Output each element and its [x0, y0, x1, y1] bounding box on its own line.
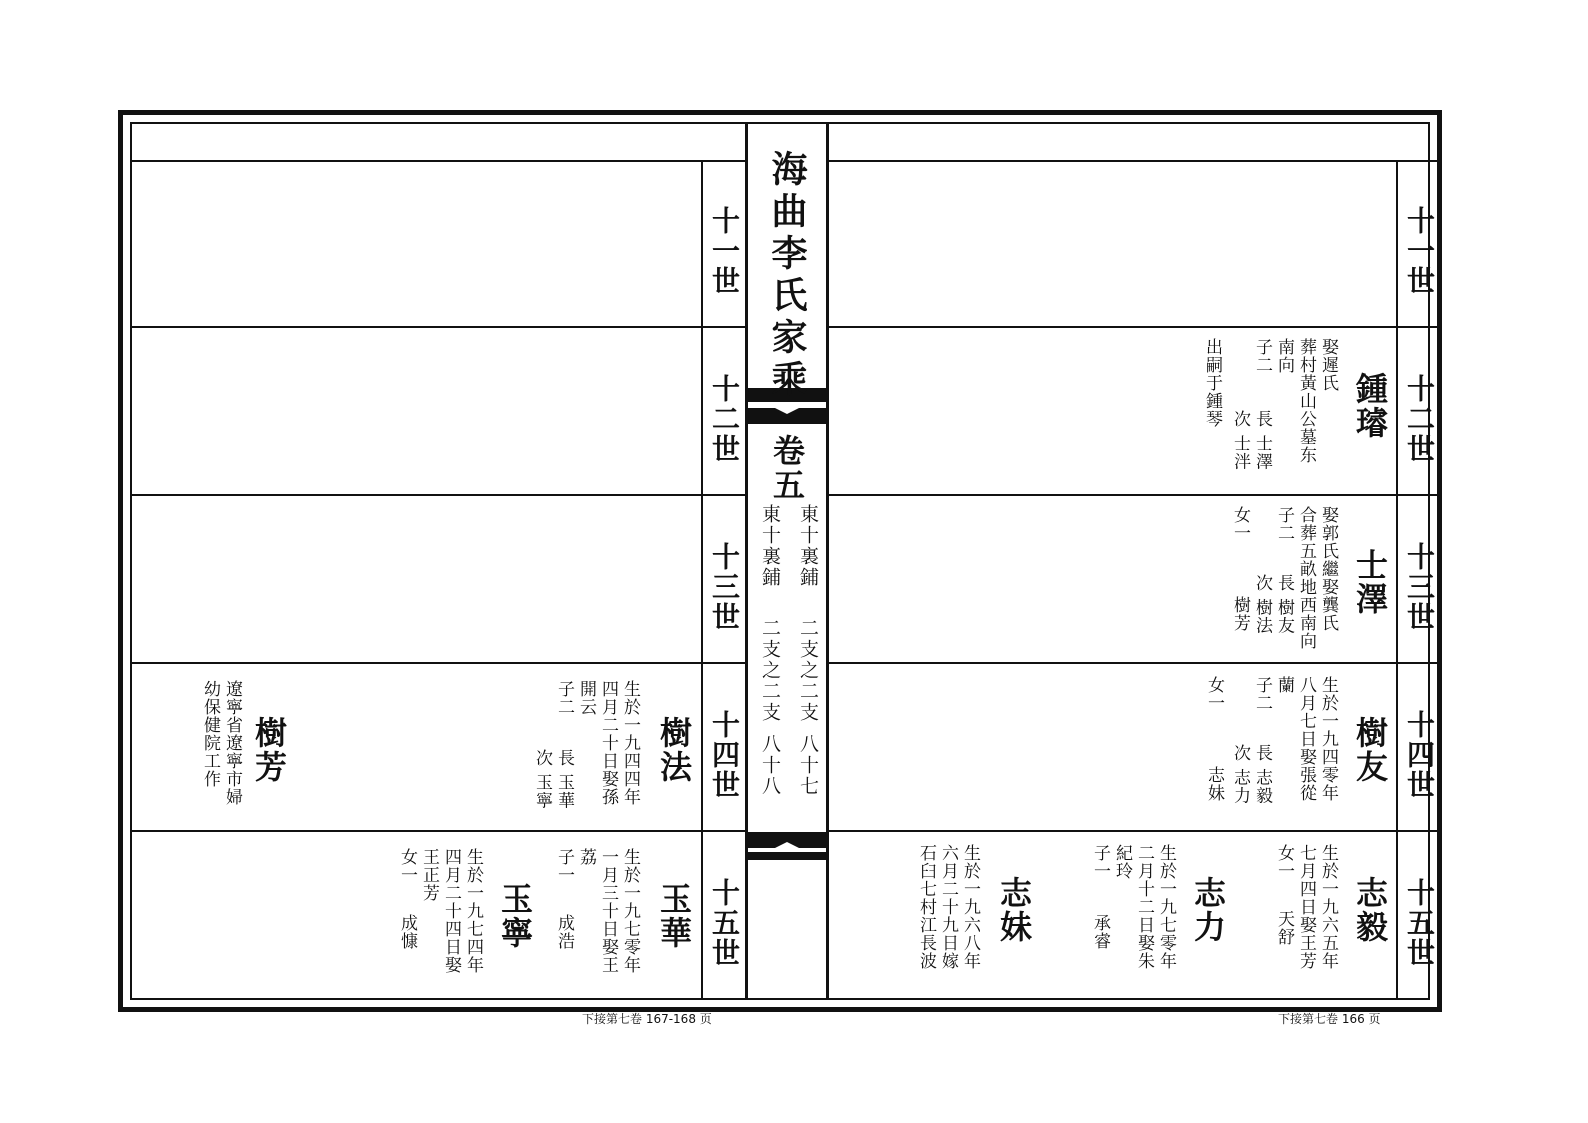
spine-place-right: 東十裏鋪: [797, 504, 819, 588]
entry-line: 女一: [397, 848, 417, 884]
footer-note-left: 下接第七卷 167-168 页: [582, 1012, 712, 1026]
entry-line: 八月七日娶張從: [1296, 676, 1316, 802]
row-divider: [132, 830, 745, 832]
entry-line: 子二: [554, 680, 574, 716]
entry-line: 遼寧省遼寧市婦: [222, 680, 242, 806]
person-name: 士澤: [1351, 548, 1389, 616]
entry-sons: 成浩: [554, 914, 574, 950]
footer-note-right: 下接第七卷 166 页: [1278, 1012, 1381, 1026]
person-name: 玉華: [655, 882, 693, 950]
generation-label: 十三世: [1403, 542, 1436, 632]
entry-sons: 次 志力: [1230, 744, 1250, 805]
person-name: 志力: [1189, 876, 1227, 944]
entry-line: 娶遲氏: [1318, 338, 1338, 392]
entry-sons: 長 志毅: [1252, 744, 1272, 805]
generation-label: 十五世: [1403, 878, 1436, 968]
person-name: 樹友: [1351, 716, 1389, 784]
generation-label: 十二世: [1403, 374, 1436, 464]
entry-line: 生於一九七零年: [620, 848, 640, 974]
entry-line: 幼保健院工作: [200, 680, 220, 788]
entry-line: 生於一九四四年: [620, 680, 640, 806]
spine-page-left: 八十八: [759, 734, 781, 797]
entry-line: 子一: [554, 848, 574, 884]
entry-line: 王正芳: [419, 848, 439, 902]
page-frame: [118, 110, 1442, 1012]
entry-line: 女一: [1204, 676, 1224, 712]
entry-line: 六月二十九日嫁: [938, 844, 958, 970]
entry-line: 二月十二日娶朱: [1134, 844, 1154, 970]
generation-label: 十三世: [708, 542, 741, 632]
entry-line: 女一: [1230, 506, 1250, 542]
entry-line: 生於一九七四年: [463, 848, 483, 974]
entry-line: 石臼七村江長波: [916, 844, 936, 970]
entry-daughter: 天舒: [1274, 910, 1294, 946]
spine: [745, 124, 829, 998]
spine-branch-right: 二支之二支: [797, 618, 819, 723]
volume-label: 卷五: [768, 434, 806, 502]
person-name: 鍾璿: [1351, 372, 1389, 440]
entry-line: 生於一九七零年: [1156, 844, 1176, 970]
entry-line: 生於一九六八年: [960, 844, 980, 970]
entry-line: 合葬五畝地西南向: [1296, 506, 1316, 650]
generation-label: 十一世: [1403, 206, 1436, 296]
row-divider: [132, 494, 745, 496]
row-divider: [829, 494, 1440, 496]
entry-line: 紀玲: [1112, 844, 1132, 880]
right-generation-column: [1396, 162, 1440, 998]
entry-line: 子二: [1252, 338, 1272, 374]
entry-line: 七月四日娶王芳: [1296, 844, 1316, 970]
generation-label: 十二世: [708, 374, 741, 464]
entry-line: 開云: [576, 680, 596, 716]
entry-sons: 次 士泮: [1230, 410, 1250, 471]
row-divider: [132, 326, 745, 328]
left-top-strip: [132, 124, 745, 162]
entry-sons: 次 樹法: [1252, 574, 1272, 635]
person-name: 志妹: [995, 876, 1033, 944]
entry-sons: 長 樹友: [1274, 574, 1294, 635]
entry-sons: 樹芳: [1230, 596, 1250, 632]
right-page: [829, 124, 1440, 998]
entry-sons: 次 玉寧: [532, 749, 552, 810]
spine-branch-left: 二支之二支: [759, 618, 781, 723]
row-divider: [132, 662, 745, 664]
row-divider: [829, 830, 1440, 832]
left-generation-column: [701, 162, 745, 998]
spine-place-left: 東十裏鋪: [759, 504, 781, 588]
row-divider: [829, 662, 1440, 664]
entry-line: 生於一九四零年: [1318, 676, 1338, 802]
entry-daughter: 成慷: [397, 914, 417, 950]
entry-line: 子一: [1090, 844, 1110, 880]
entry-line: 蘭: [1274, 676, 1294, 694]
left-page: [132, 124, 745, 998]
person-name: 志毅: [1351, 876, 1389, 944]
entry-line: 子二: [1252, 676, 1272, 712]
entry-line: 荔: [576, 848, 596, 866]
generation-label: 十五世: [708, 878, 741, 968]
person-name: 玉寧: [496, 882, 534, 950]
entry-line: 女一: [1274, 844, 1294, 880]
person-name: 樹芳: [250, 716, 288, 784]
generation-label: 十四世: [708, 710, 741, 800]
entry-line: 生於一九六五年: [1318, 844, 1338, 970]
book-title: 海曲李氏家乘: [766, 150, 808, 402]
generation-label: 十一世: [708, 206, 741, 296]
entry-sons: 承睿: [1090, 914, 1110, 950]
entry-line: 子二: [1274, 506, 1294, 542]
entry-line: 出嗣于鍾琴: [1202, 338, 1222, 428]
entry-line: 娶郭氏繼娶龔氏: [1318, 506, 1338, 632]
entry-sons: 長 玉華: [554, 749, 574, 810]
entry-line: 南向: [1274, 338, 1294, 374]
spine-page-right: 八十七: [797, 734, 819, 797]
person-name: 樹法: [655, 716, 693, 784]
right-top-strip: [829, 124, 1440, 162]
entry-line: 一月三十日娶王: [598, 848, 618, 974]
entry-line: 葬村黃山公墓东: [1296, 338, 1316, 464]
page-inner-frame: [130, 122, 1436, 1000]
entry-daughter: 志妹: [1204, 766, 1224, 802]
generation-label: 十四世: [1403, 710, 1436, 800]
row-divider: [829, 326, 1440, 328]
entry-line: 四月二十日娶孫: [598, 680, 618, 806]
entry-sons: 長 士澤: [1252, 410, 1272, 471]
entry-line: 四月二十四日娶: [441, 848, 461, 974]
